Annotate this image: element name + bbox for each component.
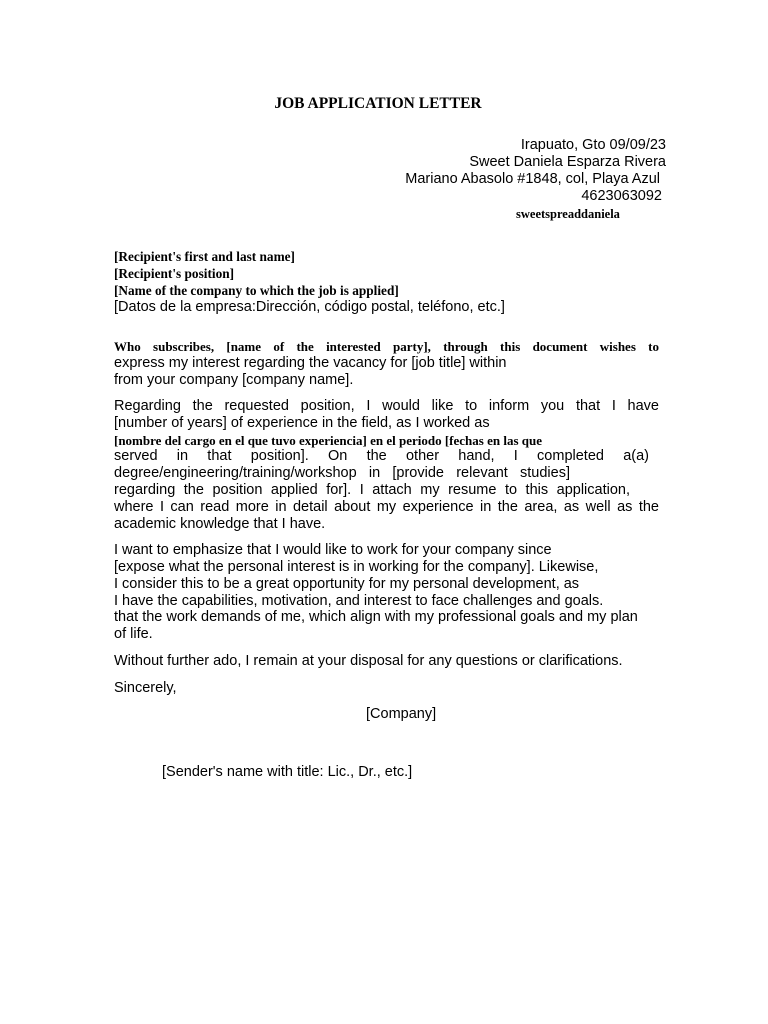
paragraph-3-line-3: I consider this to be a great opportunity for my personal development, as bbox=[114, 576, 580, 592]
paragraph-3-line-6: of life. bbox=[114, 626, 153, 642]
paragraph-1-line-2: express my interest regarding the vacancy for [job title] within bbox=[114, 355, 507, 371]
closing-line: Without further ado, I remain at your disposal for any questions or clarifications. bbox=[114, 653, 623, 669]
sender-address: Mariano Abasolo #1848, col, Playa Azul bbox=[405, 171, 660, 187]
paragraph-2-line-4: served in that position]. On the other hand, I completed a(a) bbox=[114, 448, 649, 464]
paragraph-2-line-6: regarding the position applied for]. I attach my resume to this application, bbox=[114, 482, 630, 498]
recipient-company-data: [Datos de la empresa:Dirección, código postal, teléfono, etc.] bbox=[114, 299, 505, 315]
salutation: Sincerely, bbox=[114, 680, 177, 696]
paragraph-1-line-1: Who subscribes, [name of the interested party], through this document wishes to bbox=[114, 339, 659, 354]
paragraph-3-line-4: I have the capabilities, motivation, and interest to face challenges and goals. bbox=[114, 593, 604, 609]
paragraph-2-line-1: Regarding the requested position, I would like to inform you that I have bbox=[114, 398, 659, 414]
paragraph-3-line-1: I want to emphasize that I would like to work for your company since bbox=[114, 542, 552, 558]
company-placeholder: [Company] bbox=[366, 706, 437, 722]
paragraph-2-line-2: [number of years] of experience in the field, as I worked as bbox=[114, 415, 490, 431]
paragraph-1-line-3: from your company [company name]. bbox=[114, 372, 354, 388]
paragraph-3-line-2: [expose what the personal interest is in working for the company]. Likewise, bbox=[114, 559, 599, 575]
sender-name: Sweet Daniela Esparza Rivera bbox=[469, 154, 666, 170]
paragraph-2-line-5: degree/engineering/training/workshop in [provide relevant studies] bbox=[114, 465, 570, 481]
paragraph-2-line-7: where I can read more in detail about my experience in the area, as well as the bbox=[114, 499, 659, 515]
recipient-company: [Name of the company to which the job is applied] bbox=[114, 283, 399, 298]
paragraph-2-line-3: [nombre del cargo en el que tuvo experiencia] en el periodo [fechas en las que bbox=[114, 433, 542, 448]
sender-username: sweetspreaddaniela bbox=[516, 207, 620, 221]
sender-phone: 4623063092 bbox=[581, 188, 662, 204]
place-date: Irapuato, Gto 09/09/23 bbox=[520, 137, 666, 153]
paragraph-2-line-8: academic knowledge that I have. bbox=[114, 516, 326, 532]
paragraph-3-line-5: that the work demands of me, which align with my professional goals and my plan bbox=[114, 609, 638, 625]
sender-signature: [Sender's name with title: Lic., Dr., etc.] bbox=[162, 764, 413, 780]
letter-title: JOB APPLICATION LETTER bbox=[274, 95, 482, 112]
recipient-position: [Recipient's position] bbox=[114, 266, 235, 281]
recipient-name: [Recipient's first and last name] bbox=[114, 249, 295, 264]
